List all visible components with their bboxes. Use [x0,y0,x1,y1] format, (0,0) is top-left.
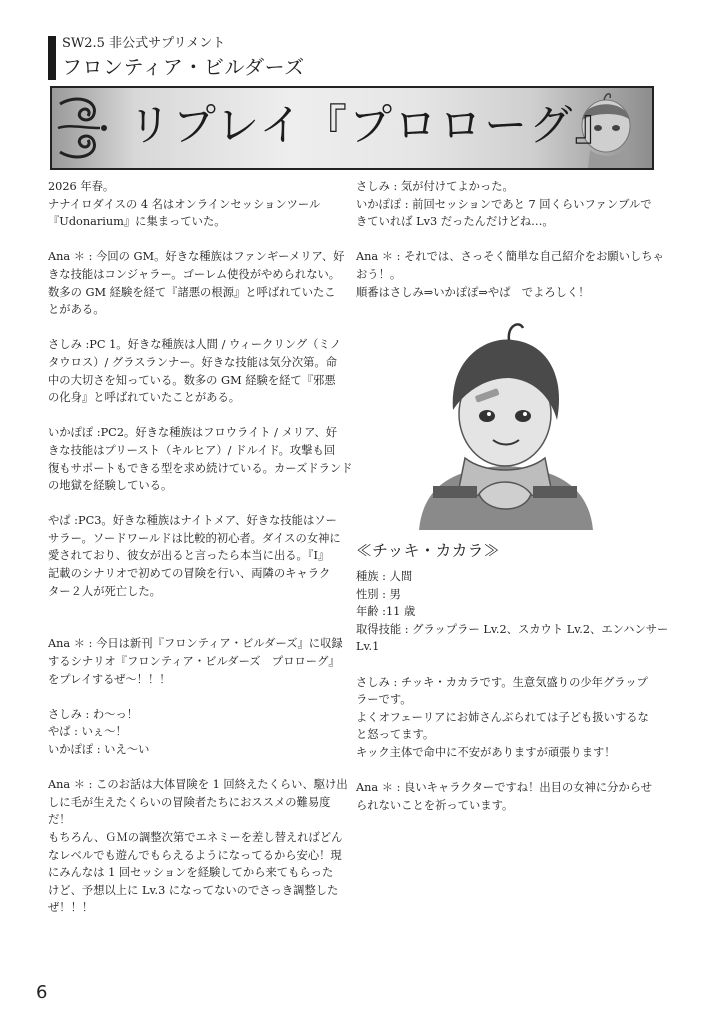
profile-line: キック主体で命中に不安がありますが頑張ります！ [356,745,616,759]
ornament-left-icon [54,90,134,166]
profile-line: Ana ＊ : 良いキャラクターですね！出目の女神に分からせ [356,781,653,795]
profile-line: ラーです。 [356,693,412,707]
text-line: をプレイするぜ～！！！ [48,672,171,686]
profile-line: よくオフェーリアにお姉さんぶられては子ども扱いするな [356,710,649,724]
text-line [48,618,344,636]
text-line: しに毛が生えたくらいの冒険者たちにおススメの難易度 [48,795,331,809]
text-line: の地獄を経験している。 [48,479,173,493]
profile-line: 性別 : 男 [356,587,401,601]
text-line: だ！ [48,813,71,827]
page-number: 6 [36,982,48,1003]
text-line: いかぽぽ : いえ～い [48,743,150,756]
profile-line: られないことを祈っています。 [356,798,514,812]
text-line: Ana ＊ : このお話は大体冒険を 1 回終えたくらい、駆け出 [48,778,348,792]
text-line: Ana ＊ : それでは、さっそく簡単な自己紹介をお願いしちゃ [356,250,664,264]
text-line: 記載のシナリオで初めての冒険を行い、両隣のキャラク [48,567,331,581]
profile-line: と怒ってます。 [356,728,435,742]
text-line [48,759,344,777]
text-line: おう！。 [356,267,402,281]
profile-line [356,656,656,674]
right-column [356,178,664,301]
text-line [48,319,344,337]
text-line: やぱ :PC3。好きな種族はナイトメア、好きな技能はソー [48,514,337,528]
text-line: 2026 年春。 [48,180,115,193]
text-line: 『Udonarium』に集まっていた。 [48,215,226,229]
text-line: ぜ！！！ [48,901,94,915]
text-line: 数多の GM 経験を経て『諸悪の根源』と呼ばれていたこ [48,285,336,299]
profile-line [356,762,656,780]
text-line [48,600,344,618]
character-portrait-icon [405,318,605,530]
profile-line: さしみ : チッキ・カカラです。生意気盛りの少年グラップ [356,675,648,689]
text-line: いかぽぽ :PC2。好きな種族はフロウライト / メリア、好 [48,426,338,440]
character-profile [356,540,669,814]
character-name: ≪チッキ・カカラ≫ [356,541,500,560]
text-line [48,495,344,513]
text-line: 復もサポートもできる型を求め続けている。カーズドランド [48,461,353,475]
text-line: さしみ : 気が付けてよかった。 [356,180,514,193]
profile-line: 年齢 :11 歳 [356,605,416,619]
text-line: なレベルでも遊んでもらえるようになってるから安心！現 [48,848,342,862]
text-line: やぱ : いぇ～！ [48,725,127,739]
supplement-line: SW2.5 非公式サプリメント [62,36,226,51]
profile-line: 種族 : 人間 [356,570,413,583]
text-line: サラー。ソードワールドは比較的初心者。ダイスの女神に [48,531,341,545]
supplement-title: フロンティア・ビルダーズ [62,55,305,79]
profile-line: 取得技能 : グラップラー Lv.2、スカウト Lv.2、エンハンサー [356,622,669,636]
text-line: 中の大切さを知っている。数多の GM 経験を経て『邪悪 [48,373,336,387]
text-line: けど、予想以上に Lv.3 になってないのでさっき調整した [48,883,339,897]
text-line: するシナリオ『フロンティア・ビルダーズ プロローグ』 [48,655,340,669]
text-line: きていれば Lv3 だったんだけどね…。 [356,215,554,229]
text-line: タウロス）/ グラスランナー。好きな技能は気分次第。命 [48,355,338,369]
text-line: さしみ : わ～っ！ [48,707,139,721]
text-line: にみんなは 1 回セッションを経験してから来てもらった [48,866,334,880]
text-line: とがある。 [48,303,105,317]
banner-title: リプレイ『プロローグ』 [128,101,620,151]
text-line: 愛されており、彼女が出ると言ったら本当に出る。『Ⅰ』 [48,549,330,563]
text-line: 順番はさしみ⇒いかぽぽ⇒やぱ でよろしく！ [356,285,590,299]
text-line: の化身』と呼ばれていたことがある。 [48,391,241,405]
header-accent-bar [48,36,56,80]
text-line: いかぽぽ : 前回セッションであと 7 回くらいファンブルで [356,197,652,211]
text-line: もちろん、ＧＭの調整次第でエネミーを差し替えればどん [48,830,343,844]
text-line [356,231,656,249]
profile-line: Lv.1 [356,640,380,654]
text-line: Ana ＊ : 今日は新刊『フロンティア・ビルダーズ』に収録 [48,637,343,651]
text-line: きな技能はコンジャラー。ゴーレム使役がやめられない。 [48,267,341,281]
text-line: さしみ :PC 1。好きな種族は人間 / ウィークリング（ミノ [48,338,342,352]
text-line: ター２人が死亡した。 [48,584,161,598]
text-line: ナナイロダイスの 4 名はオンラインセッションツール [48,197,321,211]
text-line: きな技能はプリースト（キルヒア）/ ドルイド。攻撃も回 [48,443,336,457]
left-column [48,178,353,917]
text-line [48,688,344,706]
text-line: Ana ＊ : 今回の GM。好きな種族はファンギーメリア、好 [48,250,345,264]
text-line [48,407,344,425]
text-line [48,231,344,249]
